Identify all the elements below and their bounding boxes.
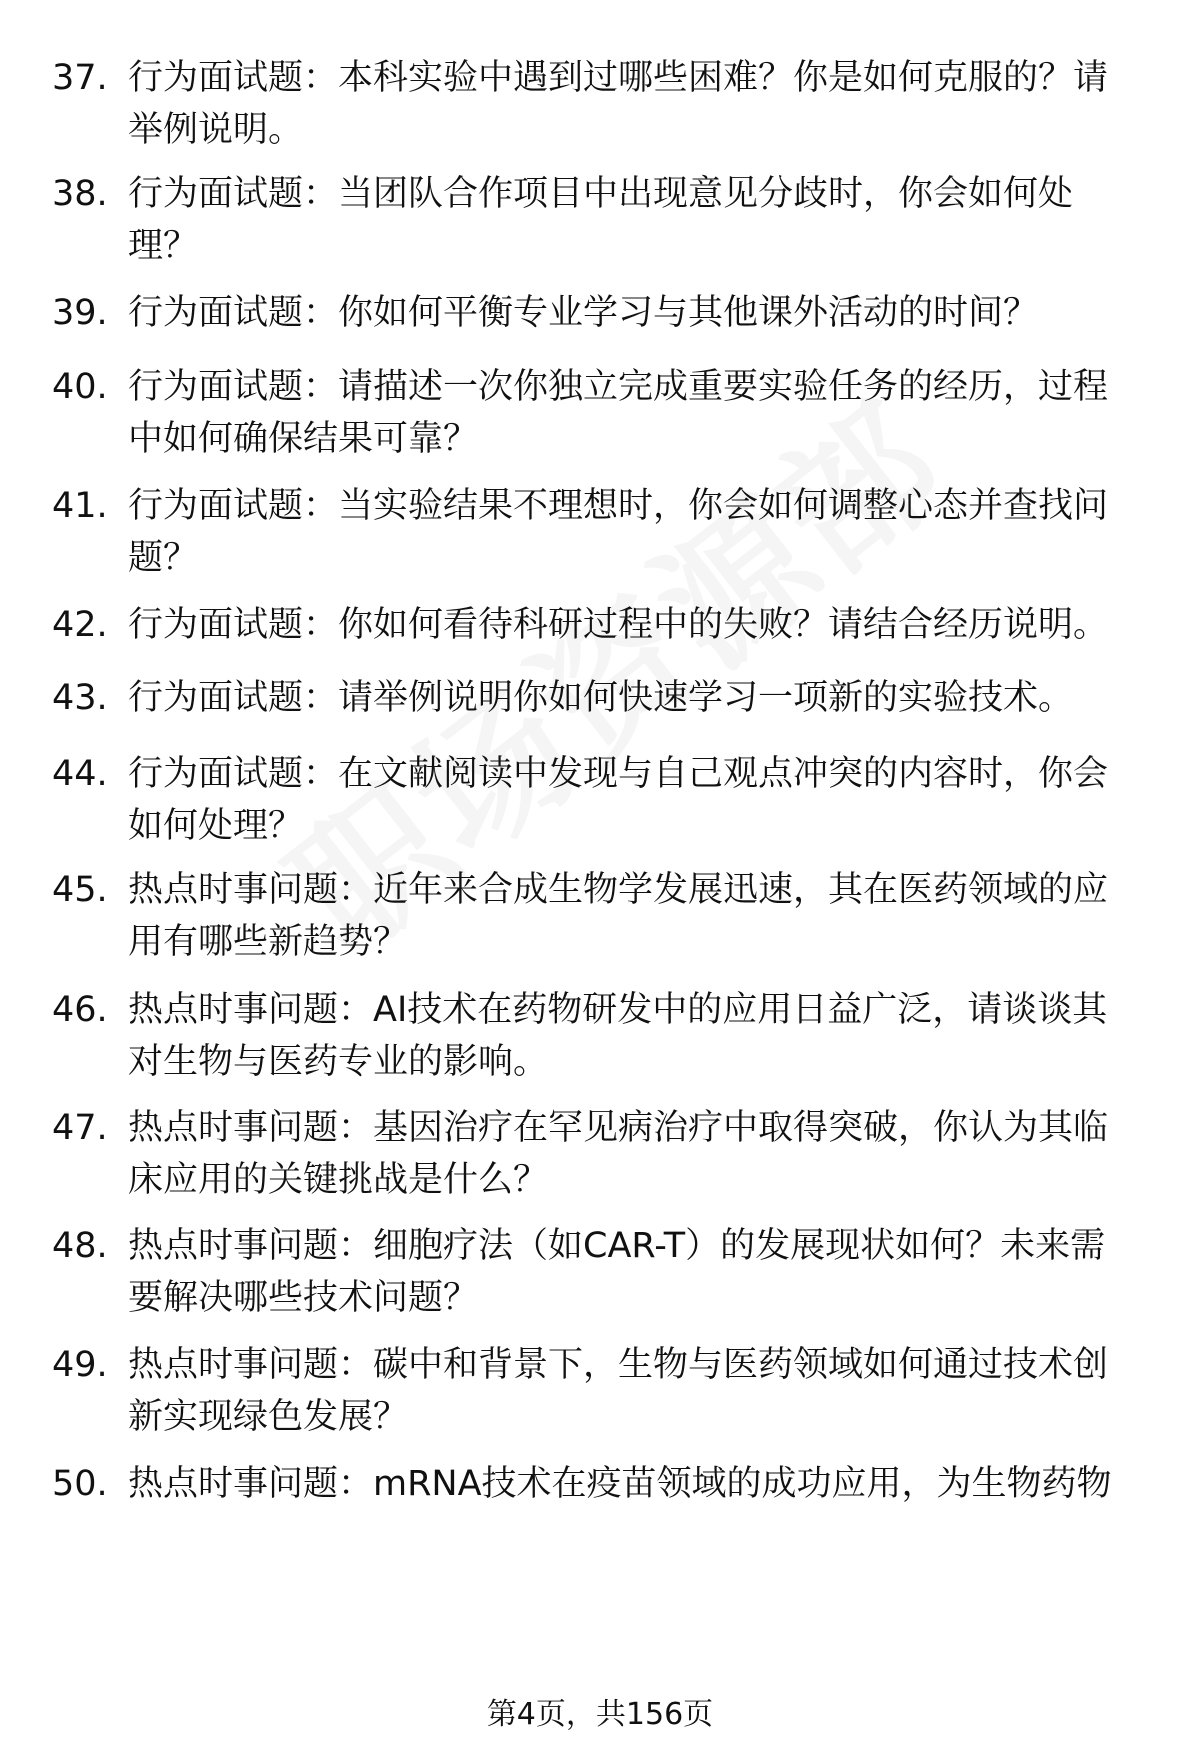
item-number: 46. [52, 990, 108, 1030]
item-text: 热点时事问题：mRNA技术在疫苗领域的成功应用，为生物药物 [128, 1464, 1112, 1504]
item-text: 行为面试题：在文献阅读中发现与自己观点冲突的内容时，你会如何处理？ [128, 754, 1109, 846]
item-number: 49. [52, 1345, 108, 1385]
item-text: 行为面试题：本科实验中遇到过哪些困难？你是如何克服的？请举例说明。 [128, 58, 1109, 150]
item-text: 行为面试题：请描述一次你独立完成重要实验任务的经历，过程中如何确保结果可靠？ [128, 367, 1109, 459]
item-number: 37. [52, 58, 108, 98]
item-number: 45. [52, 870, 108, 910]
item-text: 行为面试题：你如何平衡专业学习与其他课外活动的时间？ [128, 293, 1039, 333]
item-number: 39. [52, 293, 108, 333]
item-text: 热点时事问题：AI技术在药物研发中的应用日益广泛，请谈谈其对生物与医药专业的影响。 [128, 990, 1108, 1082]
item-number: 48. [52, 1226, 108, 1266]
item-number: 40. [52, 367, 108, 407]
item-text: 热点时事问题：碳中和背景下，生物与医药领域如何通过技术创新实现绿色发展？ [128, 1345, 1109, 1437]
item-number: 42. [52, 605, 108, 645]
item-number: 44. [52, 754, 108, 794]
item-text: 行为面试题：当实验结果不理想时，你会如何调整心态并查找问题？ [128, 486, 1109, 578]
item-number: 43. [52, 678, 108, 718]
item-text: 热点时事问题：细胞疗法（如CAR-T）的发展现状如何？未来需要解决哪些技术问题？ [128, 1226, 1106, 1318]
item-text: 行为面试题：你如何看待科研过程中的失败？请结合经历说明。 [128, 605, 1109, 645]
page-footer: 第4页，共156页 [486, 1697, 714, 1732]
item-number: 47. [52, 1108, 108, 1148]
item-number: 38. [52, 174, 108, 214]
item-number: 41. [52, 486, 108, 526]
item-text: 行为面试题：请举例说明你如何快速学习一项新的实验技术。 [128, 678, 1074, 718]
item-number: 50. [52, 1464, 108, 1504]
item-text: 热点时事问题：基因治疗在罕见病治疗中取得突破，你认为其临床应用的关键挑战是什么？ [128, 1108, 1109, 1200]
item-text: 行为面试题：当团队合作项目中出现意见分歧时，你会如何处理？ [128, 174, 1074, 266]
item-text: 热点时事问题：近年来合成生物学发展迅速，其在医药领域的应用有哪些新趋势？ [128, 870, 1109, 962]
